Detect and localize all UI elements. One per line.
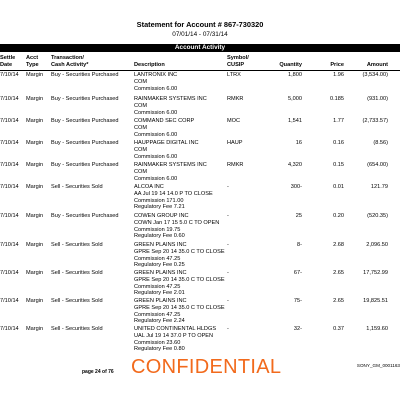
row-amount: (2,733.57) — [362, 118, 388, 124]
description-line: Commission 6.00 — [134, 109, 178, 116]
description-line: LANTRONIX INC — [134, 72, 178, 78]
description-line: COM — [134, 146, 148, 153]
header-rule — [0, 70, 400, 71]
description-line: GPRE Sep 20 14 35.0 C TO CLOSE — [134, 276, 225, 283]
row-symbol: - — [227, 213, 229, 219]
row-amount: (520.35) — [367, 213, 388, 219]
section-bar: Account Activity — [0, 44, 400, 52]
row-acct-type: Margin — [26, 270, 44, 276]
row-acct-type: Margin — [26, 298, 44, 304]
row-price: 2.65 — [333, 298, 344, 304]
row-settle-date: 7/10/14 — [0, 184, 19, 190]
page-number: page 24 of 76 — [82, 369, 114, 375]
row-description — [134, 184, 213, 211]
row-acct-type: Margin — [26, 72, 44, 78]
row-settle-date: 7/10/14 — [0, 270, 19, 276]
row-settle-date: 7/10/14 — [0, 96, 19, 102]
row-quantity: 5,000 — [288, 96, 302, 102]
description-line: Commission 23.60 — [134, 339, 181, 346]
row-description — [134, 140, 199, 160]
description-line: COWEN GROUP INC — [134, 213, 189, 219]
row-acct-type: Margin — [26, 213, 44, 219]
row-transaction: Buy - Securities Purchased — [51, 140, 119, 146]
description-line: COM — [134, 124, 148, 131]
row-symbol: HAUP — [227, 140, 243, 146]
description-line: COMMAND SEC CORP — [134, 118, 195, 124]
row-amount: (8.56) — [373, 140, 388, 146]
description-line: AA Jul 19 14 14.0 P TO CLOSE — [134, 190, 213, 197]
header-symbol: Symbol/ CUSIP — [227, 55, 249, 68]
row-transaction: Sell - Securities Sold — [51, 326, 103, 332]
row-amount: (931.00) — [367, 96, 388, 102]
description-line: RAINMAKER SYSTEMS INC — [134, 96, 207, 102]
row-amount: 121.79 — [370, 184, 388, 190]
row-price: 0.20 — [333, 213, 344, 219]
description-line: GPRE Sep 20 14 35.0 C TO CLOSE — [134, 304, 225, 311]
row-acct-type: Margin — [26, 162, 44, 168]
row-symbol: - — [227, 326, 229, 332]
description-line: COM — [134, 78, 148, 85]
description-line: GPRE Sep 20 14 35.0 C TO CLOSE — [134, 248, 225, 255]
description-line: Commission 47.25 — [134, 311, 181, 318]
header-acct-type: Acct Type — [26, 55, 39, 68]
row-acct-type: Margin — [26, 96, 44, 102]
row-transaction: Buy - Securities Purchased — [51, 118, 119, 124]
row-amount: (3,534.00) — [362, 72, 388, 78]
description-line: COM — [134, 168, 148, 175]
row-quantity: 25 — [295, 213, 302, 219]
description-line: GREEN PLAINS INC — [134, 242, 187, 248]
row-price: 2.68 — [333, 242, 344, 248]
description-line: Regulatory Fee 2.24 — [134, 318, 185, 325]
row-acct-type: Margin — [26, 184, 44, 190]
row-acct-type: Margin — [26, 140, 44, 146]
description-line: Regulatory Fee 0.25 — [134, 262, 185, 269]
column-header-row — [0, 55, 400, 70]
row-description — [134, 96, 207, 116]
description-line: Regulatory Fee 0.80 — [134, 346, 185, 353]
description-line: Commission 6.00 — [134, 153, 178, 160]
header-amount: Amount — [366, 61, 388, 68]
row-quantity: 4,320 — [288, 162, 302, 168]
row-transaction: Buy - Securities Purchased — [51, 96, 119, 102]
row-description — [134, 326, 216, 353]
description-line: Regulatory Fee 2.01 — [134, 290, 185, 297]
row-settle-date: 7/10/14 — [0, 326, 19, 332]
row-transaction: Sell - Securities Sold — [51, 184, 103, 190]
row-price: 0.16 — [333, 140, 344, 146]
row-price: 0.01 — [333, 184, 344, 190]
row-symbol: MOC — [227, 118, 241, 124]
row-symbol: LTRX — [227, 72, 241, 78]
row-settle-date: 7/10/14 — [0, 162, 19, 168]
row-transaction: Buy - Securities Purchased — [51, 213, 119, 219]
description-line: Commission 6.00 — [134, 85, 178, 92]
description-line: COM — [134, 102, 148, 109]
description-line: Commission 171.00 — [134, 197, 184, 204]
description-line: Regulatory Fee 0.60 — [134, 233, 185, 240]
row-acct-type: Margin — [26, 118, 44, 124]
row-price: 0.15 — [333, 162, 344, 168]
row-settle-date: 7/10/14 — [0, 140, 19, 146]
row-acct-type: Margin — [26, 326, 44, 332]
description-line: Commission 6.00 — [134, 175, 178, 182]
row-symbol: - — [227, 270, 229, 276]
description-line: RAINMAKER SYSTEMS INC — [134, 162, 207, 168]
statement-title: Statement for Account # 867-730320 — [136, 20, 264, 29]
row-amount: 1,159.60 — [366, 326, 388, 332]
row-quantity: 1,541 — [288, 118, 302, 124]
row-transaction: Sell - Securities Sold — [51, 298, 103, 304]
row-transaction: Sell - Securities Sold — [51, 242, 103, 248]
row-symbol: - — [227, 298, 229, 304]
row-quantity: 16 — [295, 140, 302, 146]
description-line: HAUPPAGE DIGITAL INC — [134, 140, 199, 146]
row-settle-date: 7/10/14 — [0, 118, 19, 124]
description-line: UAL Jul 19 14 37.0 P TO OPEN — [134, 332, 214, 339]
row-transaction: Sell - Securities Sold — [51, 270, 103, 276]
row-amount: 19,825.51 — [363, 298, 388, 304]
description-line: COWN Jan 17 15 5.0 C TO OPEN — [134, 219, 220, 226]
description-line: ALCOA INC — [134, 184, 164, 190]
row-symbol: - — [227, 184, 229, 190]
row-price: 2.65 — [333, 270, 344, 276]
row-quantity: 32- — [293, 326, 302, 332]
row-price: 1.96 — [333, 72, 344, 78]
row-quantity: 1,800 — [288, 72, 302, 78]
row-description — [134, 270, 225, 297]
row-price: 0.37 — [333, 326, 344, 332]
row-settle-date: 7/10/14 — [0, 213, 19, 219]
description-line: Commission 47.25 — [134, 255, 181, 262]
header-settle-date: Settle Date — [0, 55, 16, 68]
row-acct-type: Margin — [26, 242, 44, 248]
row-transaction: Buy - Securities Purchased — [51, 162, 119, 168]
description-line: Commission 6.00 — [134, 131, 178, 138]
row-description — [134, 162, 207, 182]
row-settle-date: 7/10/14 — [0, 242, 19, 248]
row-description — [134, 118, 194, 138]
row-description — [134, 298, 225, 325]
statement-period: 07/01/14 - 07/31/14 — [172, 31, 228, 38]
row-amount: 2,096.50 — [366, 242, 388, 248]
header-quantity: Quantity — [279, 61, 302, 68]
row-quantity: 8- — [297, 242, 302, 248]
row-price: 0.185 — [330, 96, 344, 102]
description-line: Commission 47.25 — [134, 283, 181, 290]
header-price: Price — [330, 61, 344, 68]
row-description — [134, 213, 219, 240]
bates-number: SONY_GM_0001163 — [356, 363, 400, 368]
row-quantity: 67- — [293, 270, 302, 276]
row-description — [134, 72, 177, 92]
row-amount: (654.00) — [367, 162, 388, 168]
row-symbol: RMKR — [227, 96, 244, 102]
description-line: UNITED CONTINENTAL HLDGS — [134, 326, 217, 332]
description-line: Commission 19.75 — [134, 226, 181, 233]
row-quantity: 300- — [290, 184, 302, 190]
header-transaction: Transaction/ Cash Activity* — [51, 55, 89, 68]
description-line: GREEN PLAINS INC — [134, 270, 187, 276]
row-transaction: Buy - Securities Purchased — [51, 72, 119, 78]
row-quantity: 75- — [293, 298, 302, 304]
header-description: Description — [134, 61, 165, 68]
row-symbol: - — [227, 242, 229, 248]
description-line: GREEN PLAINS INC — [134, 298, 187, 304]
row-description — [134, 242, 225, 269]
row-price: 1.77 — [333, 118, 344, 124]
row-settle-date: 7/10/14 — [0, 72, 19, 78]
description-line: Regulatory Fee 7.21 — [134, 204, 185, 211]
row-settle-date: 7/10/14 — [0, 298, 19, 304]
row-amount: 17,752.99 — [363, 270, 388, 276]
confidential-stamp: CONFIDENTIAL — [131, 356, 282, 378]
row-symbol: RMKR — [227, 162, 244, 168]
